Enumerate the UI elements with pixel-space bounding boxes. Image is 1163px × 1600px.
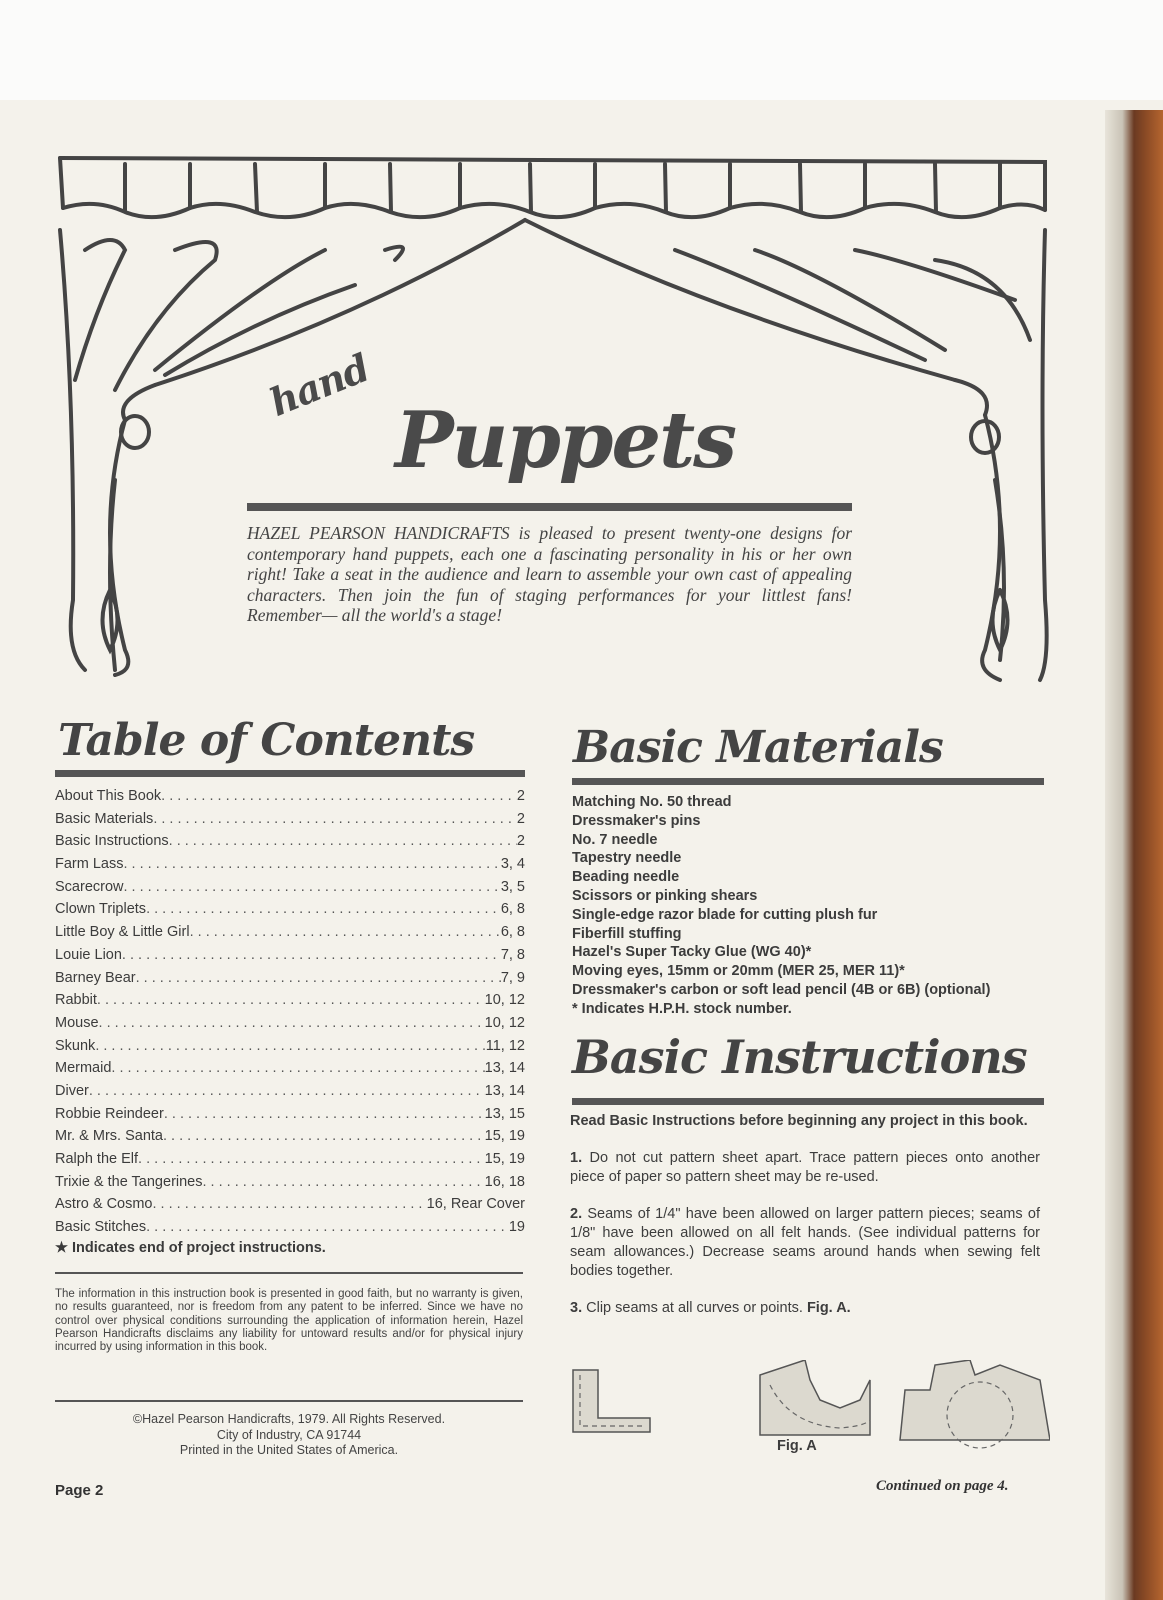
continued-note: Continued on page 4.: [876, 1478, 1009, 1494]
toc-item[interactable]: Scarecrow . . . 3, 5: [55, 879, 525, 902]
instructions-heading: Basic Instructions: [572, 1030, 1027, 1084]
materials-list: [572, 793, 1042, 1019]
toc-item[interactable]: Skunk . . . 11, 12: [55, 1038, 525, 1061]
toc-heading-rule: [55, 770, 525, 777]
toc-heading: Table of Contents: [58, 715, 475, 766]
material-item: Tapestry needle: [572, 850, 682, 867]
disclaimer-rule: [55, 1400, 523, 1402]
toc-item[interactable]: Clown Triplets . . . 6, 8: [55, 901, 525, 924]
toc-list: [55, 788, 525, 1242]
toc-item[interactable]: Trixie & the Tangerines . . . 16, 18: [55, 1174, 525, 1197]
materials-heading: Basic Materials: [573, 722, 943, 773]
intro-rule: [247, 503, 852, 511]
instruction-step-3: 3. Clip seams at all curves or points. Fig. A.: [570, 1300, 851, 1316]
toc-item[interactable]: Mr. & Mrs. Santa . . . 15, 19: [55, 1128, 525, 1151]
toc-item[interactable]: Basic Instructions . . . 2: [55, 833, 525, 856]
material-item: No. 7 needle: [572, 831, 658, 848]
instruction-step-2: 2. Seams of 1/4" have been allowed on larger pattern pieces; seams of 1/8" have been allowed on all felt hands. (See individual patterns for seam allowances.) Decrease seams around hands when sewing felt bodies together.: [570, 1206, 1040, 1279]
address-line: City of Industry, CA 91744: [216, 1427, 362, 1442]
toc-item[interactable]: Mermaid . . . 13, 14: [55, 1060, 525, 1083]
toc-item[interactable]: Astro & Cosmo . . . 16, Rear Cover: [55, 1196, 525, 1219]
toc-item[interactable]: Diver . . . 13, 14: [55, 1083, 525, 1106]
material-item: Fiberfill stuffing: [572, 925, 682, 942]
material-item: Dressmaker's pins: [572, 812, 701, 829]
toc-item[interactable]: About This Book . . . 2: [55, 788, 525, 811]
toc-item[interactable]: Little Boy & Little Girl . . . 6, 8: [55, 924, 525, 947]
intro-paragraph: HAZEL PEARSON HANDICRAFTS is pleased to present twenty-one designs for contemporary hand puppets, each one a fascinating personality in his or her own right! Take a seat in the audience and learn to assemble your own cast of appealing characters. Then join the fun of staging performances for your littlest fans! Remember— all the world's a stage!: [247, 523, 852, 625]
page-number: Page 2: [55, 1482, 104, 1499]
material-item: Hazel's Super Tacky Glue (WG 40)*: [572, 944, 812, 961]
toc-bottom-rule: [55, 1272, 523, 1274]
copyright-line: ©Hazel Pearson Handicrafts, 1979. All Rights Reserved.: [132, 1412, 446, 1426]
instructions-body: [570, 1112, 1040, 1336]
disclaimer-paragraph: The information in this instruction book is presented in good faith, but no warranty is given, no results guaranteed, nor is freedom from any patent to be inferred. Since we have no control over physical conditions surrounding the application of information herein, Hazel Pearson Handicrafts disclaims any liability for untoward results and/or for physical injury incurred by using information in this book.: [55, 1288, 523, 1354]
toc-item[interactable]: Farm Lass . . . 3, 4: [55, 856, 525, 879]
stock-number-note: * Indicates H.P.H. stock number.: [572, 1000, 792, 1017]
toc-item[interactable]: Robbie Reindeer . . . 13, 15: [55, 1106, 525, 1129]
copyright-block: [55, 1412, 523, 1459]
toc-item[interactable]: Louie Lion . . . 7, 8: [55, 947, 525, 970]
toc-item[interactable]: Basic Stitches . . . 19: [55, 1219, 525, 1242]
material-item: Dressmaker's carbon or soft lead pencil (4B or 6B) (optional): [572, 981, 991, 998]
toc-item[interactable]: Barney Bear . . . 7, 9: [55, 970, 525, 993]
material-item: Moving eyes, 15mm or 20mm (MER 25, MER 11)*: [572, 963, 905, 980]
instructions-lead: Read Basic Instructions before beginning any project in this book.: [570, 1113, 1028, 1129]
toc-item[interactable]: Mouse . . . 10, 12: [55, 1015, 525, 1038]
material-item: Matching No. 50 thread: [572, 794, 732, 810]
title-puppets: Puppets: [395, 395, 736, 486]
material-item: Single-edge razor blade for cutting plush fur: [572, 906, 878, 923]
title-hand: hand: [263, 344, 375, 425]
printed-line: Printed in the United States of America.: [179, 1443, 399, 1457]
book-spine-edge: [1105, 110, 1163, 1600]
material-item: Scissors or pinking shears: [572, 887, 758, 904]
materials-heading-rule: [572, 778, 1044, 785]
instruction-step-1: 1. Do not cut pattern sheet apart. Trace pattern pieces onto another piece of paper so pattern sheet may be re-used.: [570, 1150, 1040, 1185]
instructions-heading-rule: [572, 1098, 1044, 1105]
toc-item[interactable]: Ralph the Elf . . . 15, 19: [55, 1151, 525, 1174]
toc-item[interactable]: Basic Materials . . . 2: [55, 811, 525, 834]
material-item: Beading needle: [572, 869, 680, 886]
toc-item[interactable]: Rabbit . . . 10, 12: [55, 992, 525, 1015]
figure-a-label: Fig. A: [777, 1438, 817, 1454]
end-of-project-note: ★ Indicates end of project instructions.: [55, 1240, 326, 1256]
scan-background: [0, 0, 1163, 100]
